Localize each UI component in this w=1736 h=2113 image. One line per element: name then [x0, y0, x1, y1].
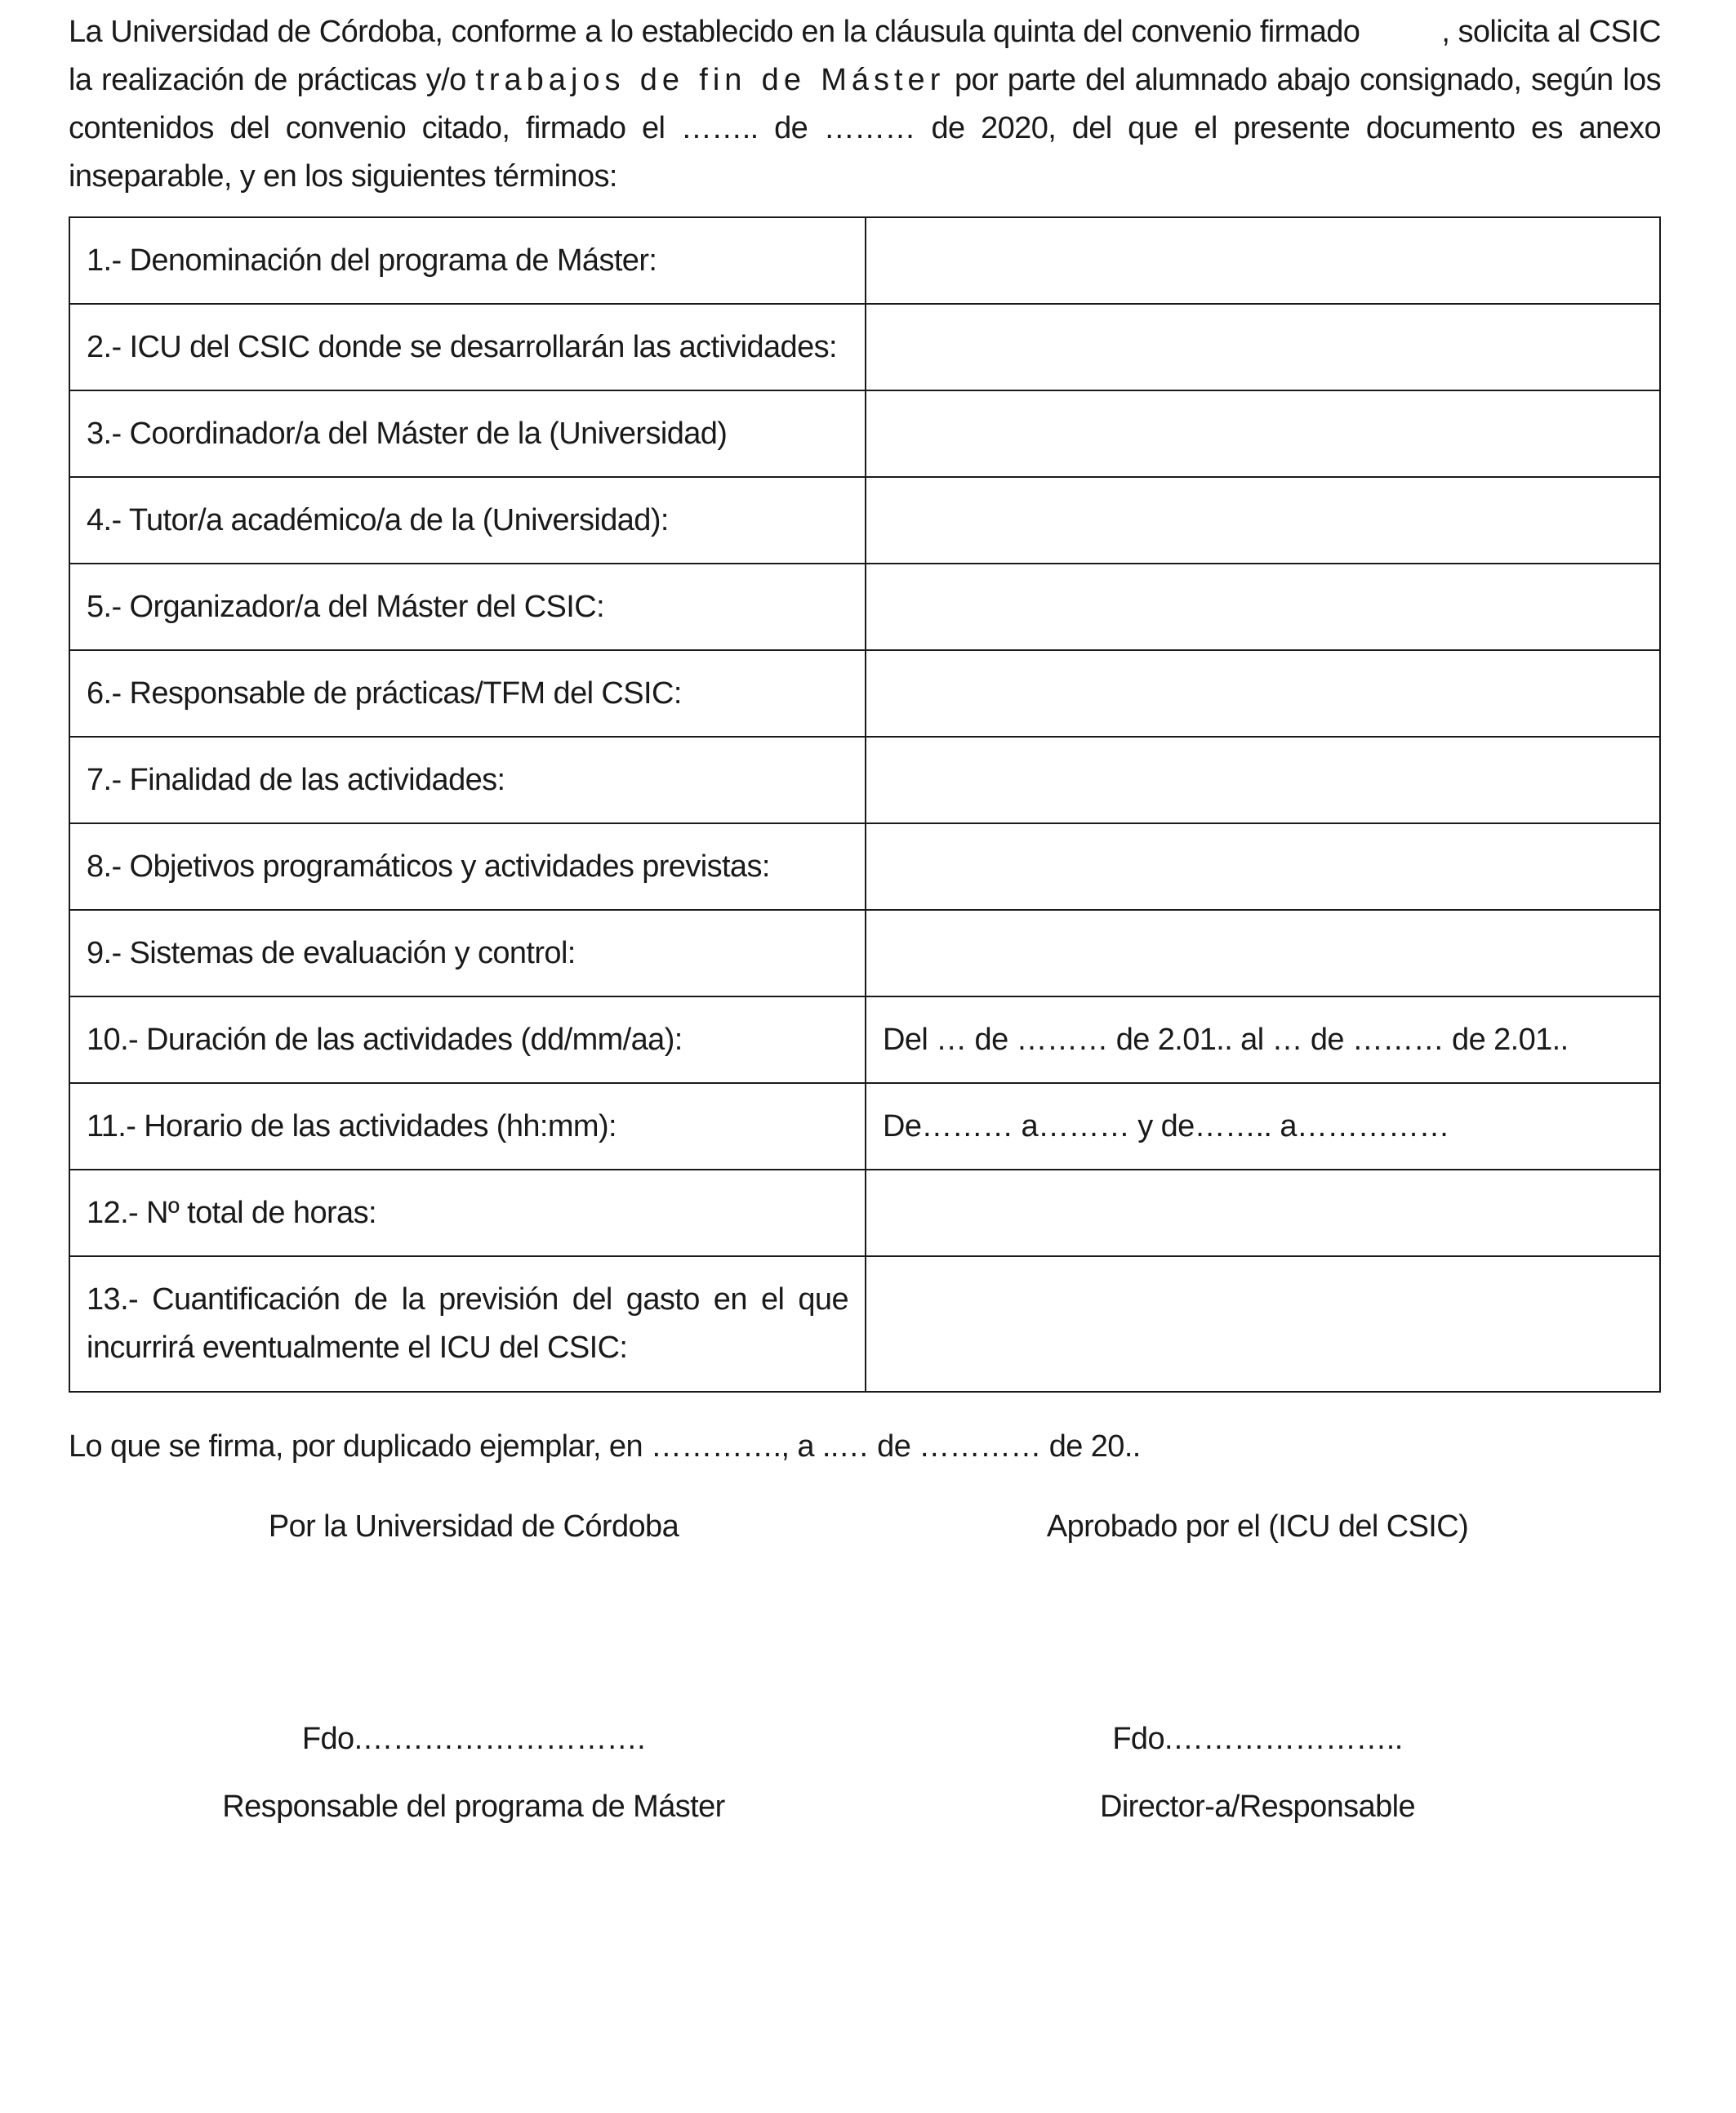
intro-paragraph	[69, 8, 1661, 201]
signature-role: Director-a/Responsable	[1100, 1790, 1415, 1824]
row-label: 5.- Organizador/a del Máster del CSIC:	[69, 564, 866, 650]
row-value[interactable]	[866, 1170, 1660, 1256]
row-label: 3.- Coordinador/a del Máster de la (Universidad)	[69, 390, 866, 477]
terms-table	[69, 216, 1661, 1393]
table-row	[69, 650, 1660, 737]
signature-line: Fdo.…………………..	[1112, 1722, 1403, 1756]
row-label: 8.- Objetivos programáticos y actividades previstas:	[69, 823, 866, 910]
intro-text-1: La Universidad de Córdoba, conforme a lo establecido en la cláusula quinta del convenio firmado	[69, 15, 1360, 49]
row-value[interactable]: De……… a……… y de…….. a……………	[866, 1083, 1660, 1170]
row-value[interactable]	[866, 390, 1660, 477]
intro-text-4: por parte del alumnado abajo consignado, según los contenidos del convenio citado, firmado el …….. de ……… de 2020, del que el presente documento es anexo inseparable, y en los siguientes términos:	[69, 63, 1661, 194]
signature-heading: Por la Universidad de Córdoba	[268, 1509, 679, 1544]
row-label: 4.- Tutor/a académico/a de la (Universidad):	[69, 477, 866, 564]
row-label: 7.- Finalidad de las actividades:	[69, 737, 866, 823]
row-value[interactable]	[866, 1256, 1660, 1392]
table-row	[69, 1083, 1660, 1170]
table-row	[69, 217, 1660, 304]
table-row	[69, 564, 1660, 650]
table-row	[69, 996, 1660, 1083]
row-value[interactable]	[866, 823, 1660, 910]
intro-text-2: , solicita al CSIC la realización de prácticas y/o	[69, 15, 1661, 97]
intro-text-spaced: trabajos de fin de Máster	[475, 63, 946, 97]
row-label: 2.- ICU del CSIC donde se desarrollarán las actividades:	[69, 304, 866, 390]
row-value[interactable]	[866, 737, 1660, 823]
row-value[interactable]	[866, 477, 1660, 564]
signature-heading: Aprobado por el (ICU del CSIC)	[1046, 1509, 1469, 1544]
row-label: 1.- Denominación del programa de Máster:	[69, 217, 866, 304]
row-label: 11.- Horario de las actividades (hh:mm):	[69, 1083, 866, 1170]
row-label: 6.- Responsable de prácticas/TFM del CSIC:	[69, 650, 866, 737]
table-row	[69, 823, 1660, 910]
signature-line: Fdo.……………………….	[301, 1722, 646, 1756]
row-value[interactable]	[866, 910, 1660, 996]
row-value[interactable]: Del … de ……… de 2.01.. al … de ……… de 2.01..	[866, 996, 1660, 1083]
row-label: 10.- Duración de las actividades (dd/mm/aa):	[69, 996, 866, 1083]
table-row	[69, 477, 1660, 564]
closing-statement: Lo que se firma, por duplicado ejemplar, en …………., a ..… de ………… de 20..	[69, 1429, 1141, 1464]
row-label: 13.- Cuantificación de la previsión del gasto en el que incurrirá eventualmente el ICU del CSIC:	[69, 1256, 866, 1392]
signature-role: Responsable del programa de Máster	[222, 1790, 725, 1824]
row-label: 12.- Nº total de horas:	[69, 1170, 866, 1256]
row-value[interactable]	[866, 304, 1660, 390]
row-value[interactable]	[866, 217, 1660, 304]
table-row	[69, 390, 1660, 477]
table-row	[69, 1256, 1660, 1392]
row-value[interactable]	[866, 650, 1660, 737]
table-row	[69, 1170, 1660, 1256]
table-row	[69, 304, 1660, 390]
row-value[interactable]	[866, 564, 1660, 650]
table-row	[69, 910, 1660, 996]
table-row	[69, 737, 1660, 823]
row-label: 9.- Sistemas de evaluación y control:	[69, 910, 866, 996]
